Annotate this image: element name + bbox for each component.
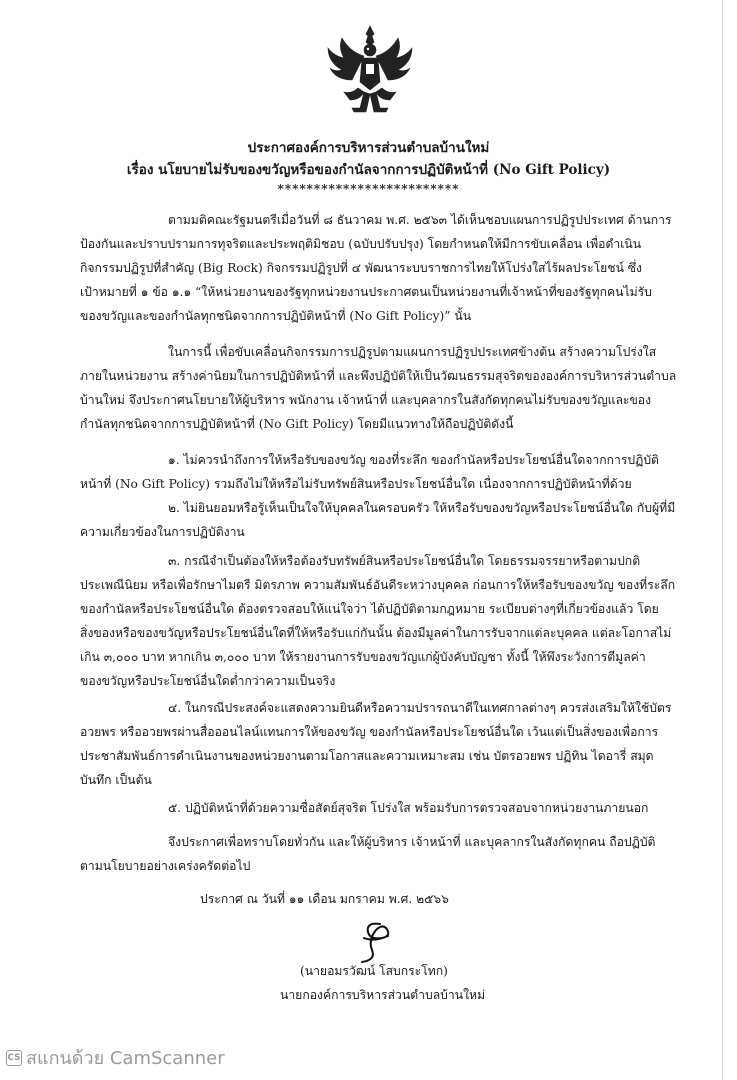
body-line: ของขวัญและของกำนัลทุกชนิดจากการปฏิบัติหน้าที่ (No Gift Policy)” นั้น [80,309,472,323]
signature-icon [350,920,406,964]
date-line: ประกาศ ณ วันที่ ๑๑ เดือน มกราคม พ.ศ. ๒๕๖๖ [200,892,449,906]
watermark-text: สแกนด้วย CamScanner [26,1048,225,1069]
body-line: ๕. ปฏิบัติหน้าที่ด้วยความซื่อสัตย์สุจริต โปร่งใส พร้อมรับการตรวจสอบจากหน่วยงานภายนอก [168,801,649,815]
body-line: บันทึก เป็นต้น [80,773,152,787]
announcement-org: ประกาศองค์การบริหารส่วนตำบลบ้านใหม่ [247,140,490,156]
body-line: ป้องกันและปราบปรามการทุจริตและประพฤติมิชอบ (ฉบับปรับปรุง) โดยกำหนดให้มีการขับเคลื่อน เพื่อดำเนิน [80,237,642,251]
body-line: ๒. ไม่ยินยอมหรือรู้เห็นเป็นใจให้บุคคลในครอบครัว ให้หรือรับของขวัญหรือประโยชน์อื่นใด กับผู้ที่มี [168,501,676,515]
body-line: ๔. ในกรณีประสงค์จะแสดงความยินดีหรือความปรารถนาดีในเทศกาลต่างๆ ควรส่งเสริมให้ใช้บัตร [168,701,672,715]
body-line: หน้าที่ (No Gift Policy) รวมถึงไม่ให้หรือไม่รับทรัพย์สินหรือประโยชน์อื่นใด เนื่องจากการปฏิบัติหน้าที่ด้วย [80,477,632,491]
body-line: เป้าหมายที่ ๑ ข้อ ๑.๑ “ให้หน่วยงานของรัฐทุกหน่วยงานประกาศตนเป็นหน่วยงานที่เจ้าหน้าที่ของรัฐทุกคนไม่รับ [80,285,652,299]
body-line: อวยพร หรืออวยพรผ่านสื่อออนไลน์แทนการให้ของขวัญ ของกำนัลหรือประโยชน์อื่นใด เว้นแต่เป็นสิ่งของเพื่อการ [80,725,659,739]
body-line: กิจกรรมปฏิรูปที่สำคัญ (Big Rock) กิจกรรมปฏิรูปที่ ๔ พัฒนาระบบราชการไทยให้โปร่งใสไร้ผลประโยชน์ ซึ่ง [80,261,642,275]
body-line: ในการนี้ เพื่อขับเคลื่อนกิจกรรมการปฏิรูปตามแผนการปฏิรูปประเทศข้างต้น สร้างความโปร่งใส [168,345,657,359]
garuda-emblem-icon [322,22,418,116]
announcement-subject: เรื่อง นโยบายไม่รับของขวัญหรือของกำนัลจากการปฏิบัติหน้าที่ (No Gift Policy) [126,162,611,178]
body-line: สิ่งของหรือของขวัญหรือประโยชน์อื่นใดที่ให้หรือรับแก่กันนั้น ต้องมีมูลค่าในการรับจากแต่ละบุคคล แต่ละโอกาสไม่ [80,626,672,640]
body-line: ตามนโยบายอย่างเคร่งครัดต่อไป [80,859,251,873]
body-line: ความเกี่ยวข้องในการปฏิบัติงาน [80,525,245,539]
camscanner-watermark [6,1043,225,1072]
body-line: ของกำนัลหรือประโยชน์อื่นใด ต้องตรวจสอบให้แน่ใจว่า ได้ปฏิบัติตามกฎหมาย ระเบียบต่างๆที่เกี่ยวข้องแล้ว โดย [80,602,659,616]
body-line: ๓. กรณีจำเป็นต้องให้หรือต้องรับทรัพย์สินหรือประโยชน์อื่นใด โดยธรรมจรรยาหรือตามปกติ [168,554,641,568]
body-line: ของขวัญหรือประโยชน์อื่นใดต่ำกว่าความเป็นจริง [80,674,336,688]
signatory-name: (นายอมรวัฒน์ โสบกระโทก) [300,964,448,978]
body-line: ประชาสัมพันธ์การดำเนินงานของหน่วยงานตามโอกาสและความเหมาะสม เช่น บัตรอวยพร ปฏิทิน ไดอารี่ สมุด [80,749,654,763]
body-line: กำนัลทุกชนิดจากการปฏิบัติหน้าที่ (No Gift Policy) โดยมีแนวทางให้ถือปฏิบัติดังนี้ [80,417,514,431]
body-line: บ้านใหม่ จึงประกาศนโยบายให้ผู้บริหาร พนักงาน เจ้าหน้าที่ และบุคลากรในสังกัดทุกคนไม่รับของขวัญและของ [80,393,652,407]
body-line: ประเพณีนิยม หรือเพื่อรักษาไมตรี มิตรภาพ ความสัมพันธ์อันดีระหว่างบุคคล ก่อนการให้หรือรับของขวัญ ของที่ระลึก [80,578,676,592]
separator-line: ************************* [277,182,460,196]
camscanner-logo-icon: CS [6,1050,22,1066]
body-line: ภายในหน่วยงาน สร้างค่านิยมในการปฏิบัติหน้าที่ และพึงปฏิบัติให้เป็นวัฒนธรรมสุจริตขององค์การบริหารส่วนตำบล [80,369,677,383]
body-line: ตามมติคณะรัฐมนตรีเมื่อวันที่ ๘ ธันวาคม พ.ศ. ๒๕๖๓ ได้เห็นชอบแผนการปฏิรูปประเทศ ด้านการ [168,213,672,227]
body-line: เกิน ๓,๐๐๐ บาท หากเกิน ๓,๐๐๐ บาท ให้รายงานการรับของขวัญแก่ผู้บังคับบัญชา ทั้งนี้ ให้พึงระวังการตีมูลค่า [80,650,646,664]
body-line: จึงประกาศเพื่อทราบโดยทั่วกัน และให้ผู้บริหาร เจ้าหน้าที่ และบุคลากรในสังกัดทุกคน ถือปฏิบัติ [168,835,656,849]
body-line: ๑. ไม่ควรนำถึงการให้หรือรับของขวัญ ของที่ระลึก ของกำนัลหรือประโยชน์อื่นใดจากการปฏิบัติ [168,453,659,467]
signatory-title: นายกองค์การบริหารส่วนตำบลบ้านใหม่ [280,988,486,1002]
